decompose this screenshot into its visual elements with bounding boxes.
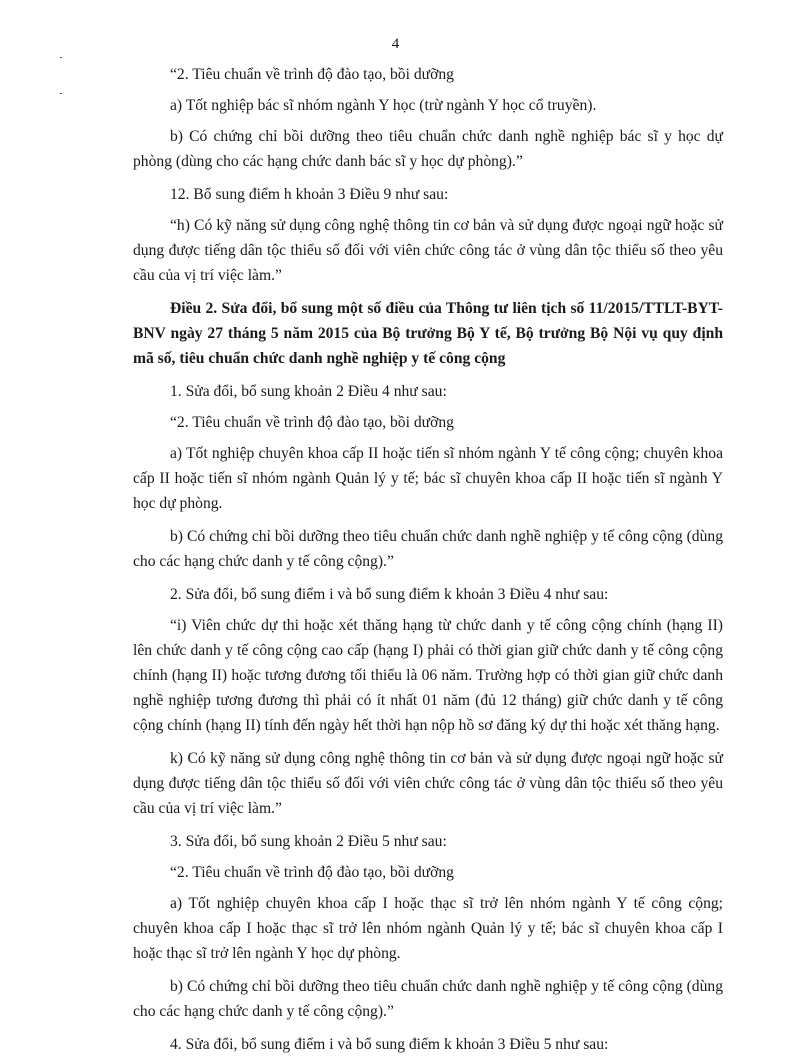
paragraph: 12. Bổ sung điểm h khoản 3 Điều 9 như sau: [170, 186, 449, 203]
paragraph: 4. Sửa đổi, bổ sung điểm i và bổ sung điểm k khoản 3 Điều 5 như sau: [170, 1036, 609, 1053]
paragraph: a) Tốt nghiệp chuyên khoa cấp I hoặc thạc sĩ trở lên nhóm ngành Y tế công cộng; chuyên khoa cấp I hoặc thạc sĩ trở lên nhóm ngành Quản lý y tế; bác sĩ chuyên khoa cấp I hoặc thạc sĩ trở lên ngành Y học dự phòng. [133, 895, 723, 962]
paragraph: “2. Tiêu chuẩn về trình độ đào tạo, bồi dưỡng [170, 66, 454, 83]
paragraph: 3. Sửa đổi, bổ sung khoản 2 Điều 5 như sau: [170, 833, 447, 850]
paragraph: a) Tốt nghiệp bác sĩ nhóm ngành Y học (trừ ngành Y học cổ truyền). [170, 97, 597, 114]
paragraph: b) Có chứng chỉ bồi dưỡng theo tiêu chuẩn chức danh nghề nghiệp y tế công cộng (dùng cho các hạng chức danh y tế công cộng).” [133, 528, 723, 570]
article-heading: Điều 2. Sửa đổi, bổ sung một số điều của Thông tư liên tịch số 11/2015/TTLT-BYT-BNV ngày 27 tháng 5 năm 2015 của Bộ trưởng Bộ Y tế, Bộ trưởng Bộ Nội vụ quy định mã số, tiêu chuẩn chức danh nghề nghiệp y tế công cộng [133, 300, 723, 367]
paragraph: “2. Tiêu chuẩn về trình độ đào tạo, bồi dưỡng [170, 864, 454, 881]
paragraph: b) Có chứng chỉ bồi dưỡng theo tiêu chuẩn chức danh nghề nghiệp y tế công cộng (dùng cho các hạng chức danh y tế công cộng).” [133, 978, 723, 1020]
paragraph: “h) Có kỹ năng sử dụng công nghệ thông tin cơ bản và sử dụng được ngoại ngữ hoặc sử dụng được tiếng dân tộc thiểu số đối với viên chức công tác ở vùng dân tộc thiểu số theo yêu cầu của vị trí việc làm.” [133, 217, 723, 284]
paragraph: b) Có chứng chỉ bồi dưỡng theo tiêu chuẩn chức danh nghề nghiệp bác sĩ y học dự phòng (dùng cho các hạng chức danh bác sĩ y học dự phòng).” [133, 128, 723, 170]
paragraph: 2. Sửa đổi, bổ sung điểm i và bổ sung điểm k khoản 3 Điều 4 như sau: [170, 586, 609, 603]
paragraph: “i) Viên chức dự thi hoặc xét thăng hạng từ chức danh y tế công cộng chính (hạng II) lên chức danh y tế công cộng cao cấp (hạng I) phải có thời gian giữ chức danh y tế công cộng chính (hạng II) hoặc tương đương tối thiểu là 06 năm. Trường hợp có thời gian giữ chức danh nghề nghiệp tương đương thì phải có ít nhất 01 năm (đủ 12 tháng) giữ chức danh y tế công cộng chính (hạng II) tính đến ngày hết thời hạn nộp hồ sơ đăng ký dự thi hoặc xét thăng hạng. [133, 617, 723, 734]
paragraph: “2. Tiêu chuẩn về trình độ đào tạo, bồi dưỡng [170, 414, 454, 431]
page-number: 4 [391, 36, 400, 52]
paragraph: k) Có kỹ năng sử dụng công nghệ thông tin cơ bản và sử dụng được ngoại ngữ hoặc sử dụng được tiếng dân tộc thiểu số đối với viên chức công tác ở vùng dân tộc thiểu số theo yêu cầu của vị trí việc làm.” [133, 750, 723, 817]
paragraph: a) Tốt nghiệp chuyên khoa cấp II hoặc tiến sĩ nhóm ngành Y tế công cộng; chuyên khoa cấp II hoặc tiến sĩ nhóm ngành Quản lý y tế; bác sĩ chuyên khoa cấp II hoặc tiến sĩ ngành Y học dự phòng. [133, 445, 723, 512]
paragraph: 1. Sửa đổi, bổ sung khoản 2 Điều 4 như sau: [170, 383, 447, 400]
scan-mark [60, 93, 62, 94]
document-body [133, 62, 723, 1063]
scan-mark [60, 57, 62, 58]
